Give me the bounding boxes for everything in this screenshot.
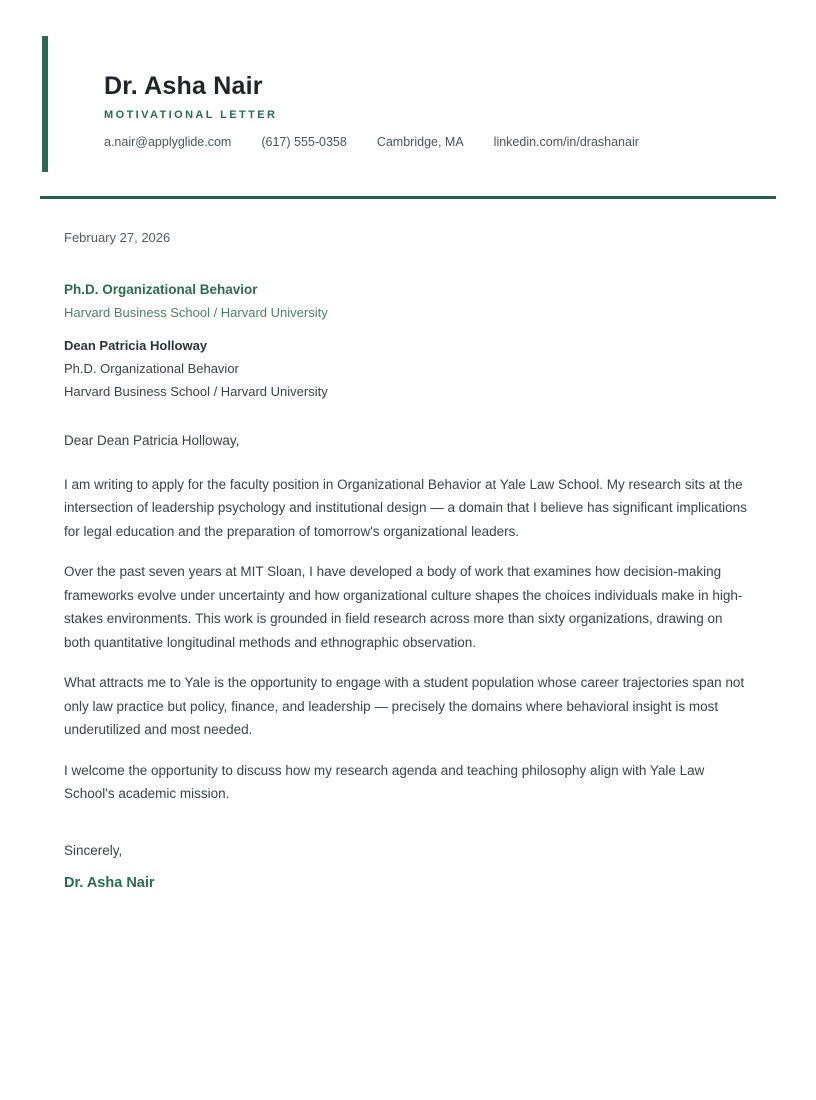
contact-linkedin: linkedin.com/in/drashanair	[493, 135, 639, 149]
contact-row	[104, 135, 776, 150]
recipient-role: Ph.D. Organizational Behavior	[64, 361, 239, 376]
person-name: Dr. Asha Nair	[104, 72, 263, 100]
recipient-block	[64, 334, 752, 403]
salutation: Dear Dean Patricia Holloway,	[64, 433, 240, 448]
letter-body	[40, 231, 776, 891]
contact-location: Cambridge, MA	[376, 135, 464, 149]
recipient-name: Dean Patricia Holloway	[64, 338, 208, 353]
contact-email: a.nair@applyglide.com	[104, 135, 232, 149]
accent-bar	[42, 36, 48, 172]
position-title: Ph.D. Organizational Behavior	[64, 282, 258, 297]
recipient-organization: Harvard Business School / Harvard University	[64, 384, 328, 399]
letter-date: February 27, 2026	[64, 230, 171, 245]
body-paragraph: Over the past seven years at MIT Sloan, I have developed a body of work that examines how decision-making frameworks evolve under uncertainty and how organizational culture shapes the choices individuals make in high-stakes environments. This work is grounded in field research across more than sixty organizations, drawing on both quantitative longitudinal methods and ethnographic observation.	[64, 564, 743, 650]
position-organization: Harvard Business School / Harvard University	[64, 305, 328, 320]
body-paragraph: I welcome the opportunity to discuss how my research agenda and teaching philosophy align with Yale Law School's academic mission.	[64, 762, 705, 801]
header-divider	[40, 196, 776, 199]
closing: Sincerely,	[64, 842, 123, 858]
position-block	[64, 282, 752, 320]
letter-header	[40, 36, 776, 172]
body-paragraph: I am writing to apply for the faculty position in Organizational Behavior at Yale Law School. My research sits at the intersection of leadership psychology and institutional design — a domain that I believe has significant implications for legal education and the preparation of tomorrow's organizational leaders.	[64, 476, 747, 539]
contact-phone: (617) 555-0358	[261, 135, 347, 149]
signature-name: Dr. Asha Nair	[64, 875, 155, 891]
body-paragraph: What attracts me to Yale is the opportunity to engage with a student population whose career trajectories span not only law practice but policy, finance, and leadership — precisely the domains where behavioral insight is most underutilized and most needed.	[64, 675, 745, 737]
document-type-label: MOTIVATIONAL LETTER	[104, 109, 278, 121]
